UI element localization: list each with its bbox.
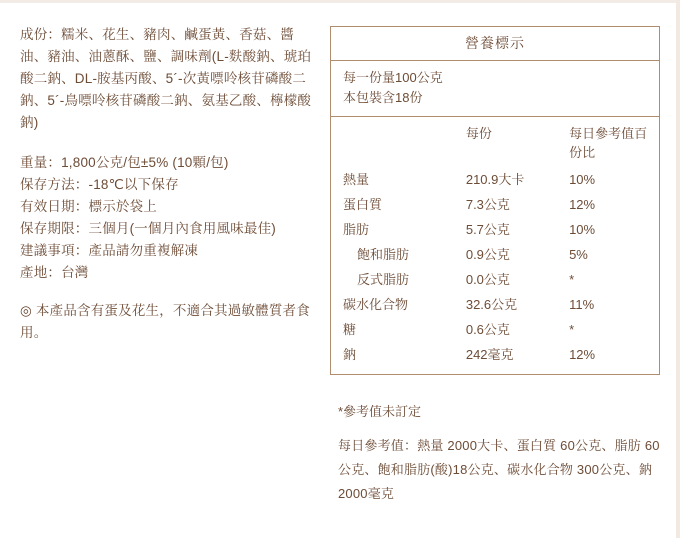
- nutrient-percent: 12%: [569, 197, 596, 212]
- nutrient-amount: 0.0公克: [465, 272, 510, 287]
- table-row: [331, 341, 659, 366]
- top-edge-strip: [0, 0, 680, 3]
- nutrition-footnotes: [338, 400, 668, 506]
- nutrient-amount: 0.6公克: [465, 322, 510, 337]
- daily-reference-values: 每日參考值：熱量 2000大卡、蛋白質 60公克、脂肪 60公克、飽和脂肪(酸)18公克、碳水化合物 300公克、鈉2000毫克: [338, 438, 660, 501]
- nutrient-name: 反式脂肪: [357, 272, 410, 287]
- nutrient-amount: 0.9公克: [465, 247, 510, 262]
- servings-per-pack: 本包裝含18份: [343, 90, 423, 105]
- nutrient-percent: 11%: [569, 297, 595, 312]
- nutrient-amount: 242毫克: [465, 347, 514, 362]
- nutrient-amount: 5.7公克: [465, 222, 510, 237]
- product-info-column: [20, 24, 320, 344]
- nutrient-amount: 7.3公克: [465, 197, 510, 212]
- serving-size: 每一份量100公克: [343, 70, 443, 85]
- nutrient-percent: *: [569, 322, 575, 337]
- table-row: [331, 241, 659, 266]
- nutrient-name: 碳水化合物: [343, 297, 409, 312]
- nutrient-name: 蛋白質: [343, 197, 383, 212]
- serving-info: [331, 61, 659, 117]
- spec-advice: 建議事項：產品請勿重複解凍: [20, 243, 199, 258]
- table-header-row: [331, 117, 659, 166]
- table-row: [331, 316, 659, 341]
- nutrient-amount: 32.6公克: [465, 297, 518, 312]
- ingredients-text: 成份：糯米、花生、豬肉、鹹蛋黃、香菇、醬油、豬油、油蔥酥、鹽、調味劑(L-麩酸鈉、琥珀酸二鈉、DL-胺基丙酸、5´-次黃嘌呤核苷磷酸二鈉、5´-鳥嘌呤核苷磷酸二鈉、氨基乙酸、檸檬酸鈉): [20, 27, 312, 130]
- nutrient-name: 脂肪: [343, 222, 370, 237]
- table-row: [331, 191, 659, 216]
- nutrient-percent: 12%: [569, 347, 596, 362]
- nutrient-name: 鈉: [343, 347, 357, 362]
- right-edge-strip: [676, 0, 680, 538]
- nutrition-facts-box: [330, 26, 660, 375]
- nutrient-percent: 10%: [569, 222, 596, 237]
- table-row: [331, 216, 659, 241]
- nutrient-name: 飽和脂肪: [357, 247, 410, 262]
- allergen-warning: ◎ 本產品含有蛋及花生，不適合其過敏體質者食用。: [20, 303, 310, 340]
- nutrient-name: 糖: [343, 322, 357, 337]
- nutrient-percent: *: [569, 272, 575, 287]
- table-row: [331, 166, 659, 191]
- footnote-star-note: *參考值未訂定: [338, 404, 422, 419]
- nutrition-table: [331, 117, 659, 366]
- spec-origin: 產地：台灣: [20, 265, 89, 280]
- header-per-serving: 每份: [465, 126, 492, 141]
- nutrient-percent: 5%: [569, 247, 588, 262]
- nutrition-table-wrapper: [331, 117, 659, 374]
- table-row: [331, 266, 659, 291]
- spec-storage-method: 保存方法：-18℃以下保存: [20, 177, 179, 192]
- nutrition-title: 營養標示: [331, 27, 659, 61]
- nutrient-amount: 210.9大卡: [465, 172, 525, 187]
- header-daily-percent: 每日參考值百份比: [569, 126, 648, 160]
- table-row: [331, 291, 659, 316]
- spec-weight: 重量：1,800公克/包±5% (10顆/包): [20, 155, 229, 170]
- product-spec-list: [20, 152, 320, 284]
- nutrient-name: 熱量: [343, 172, 370, 187]
- spec-shelf-life: 保存期限：三個月(一個月內食用風味最佳): [20, 221, 276, 236]
- header-nutrient: [331, 117, 466, 166]
- nutrient-percent: 10%: [569, 172, 596, 187]
- spec-expiry-date: 有效日期：標示於袋上: [20, 199, 157, 214]
